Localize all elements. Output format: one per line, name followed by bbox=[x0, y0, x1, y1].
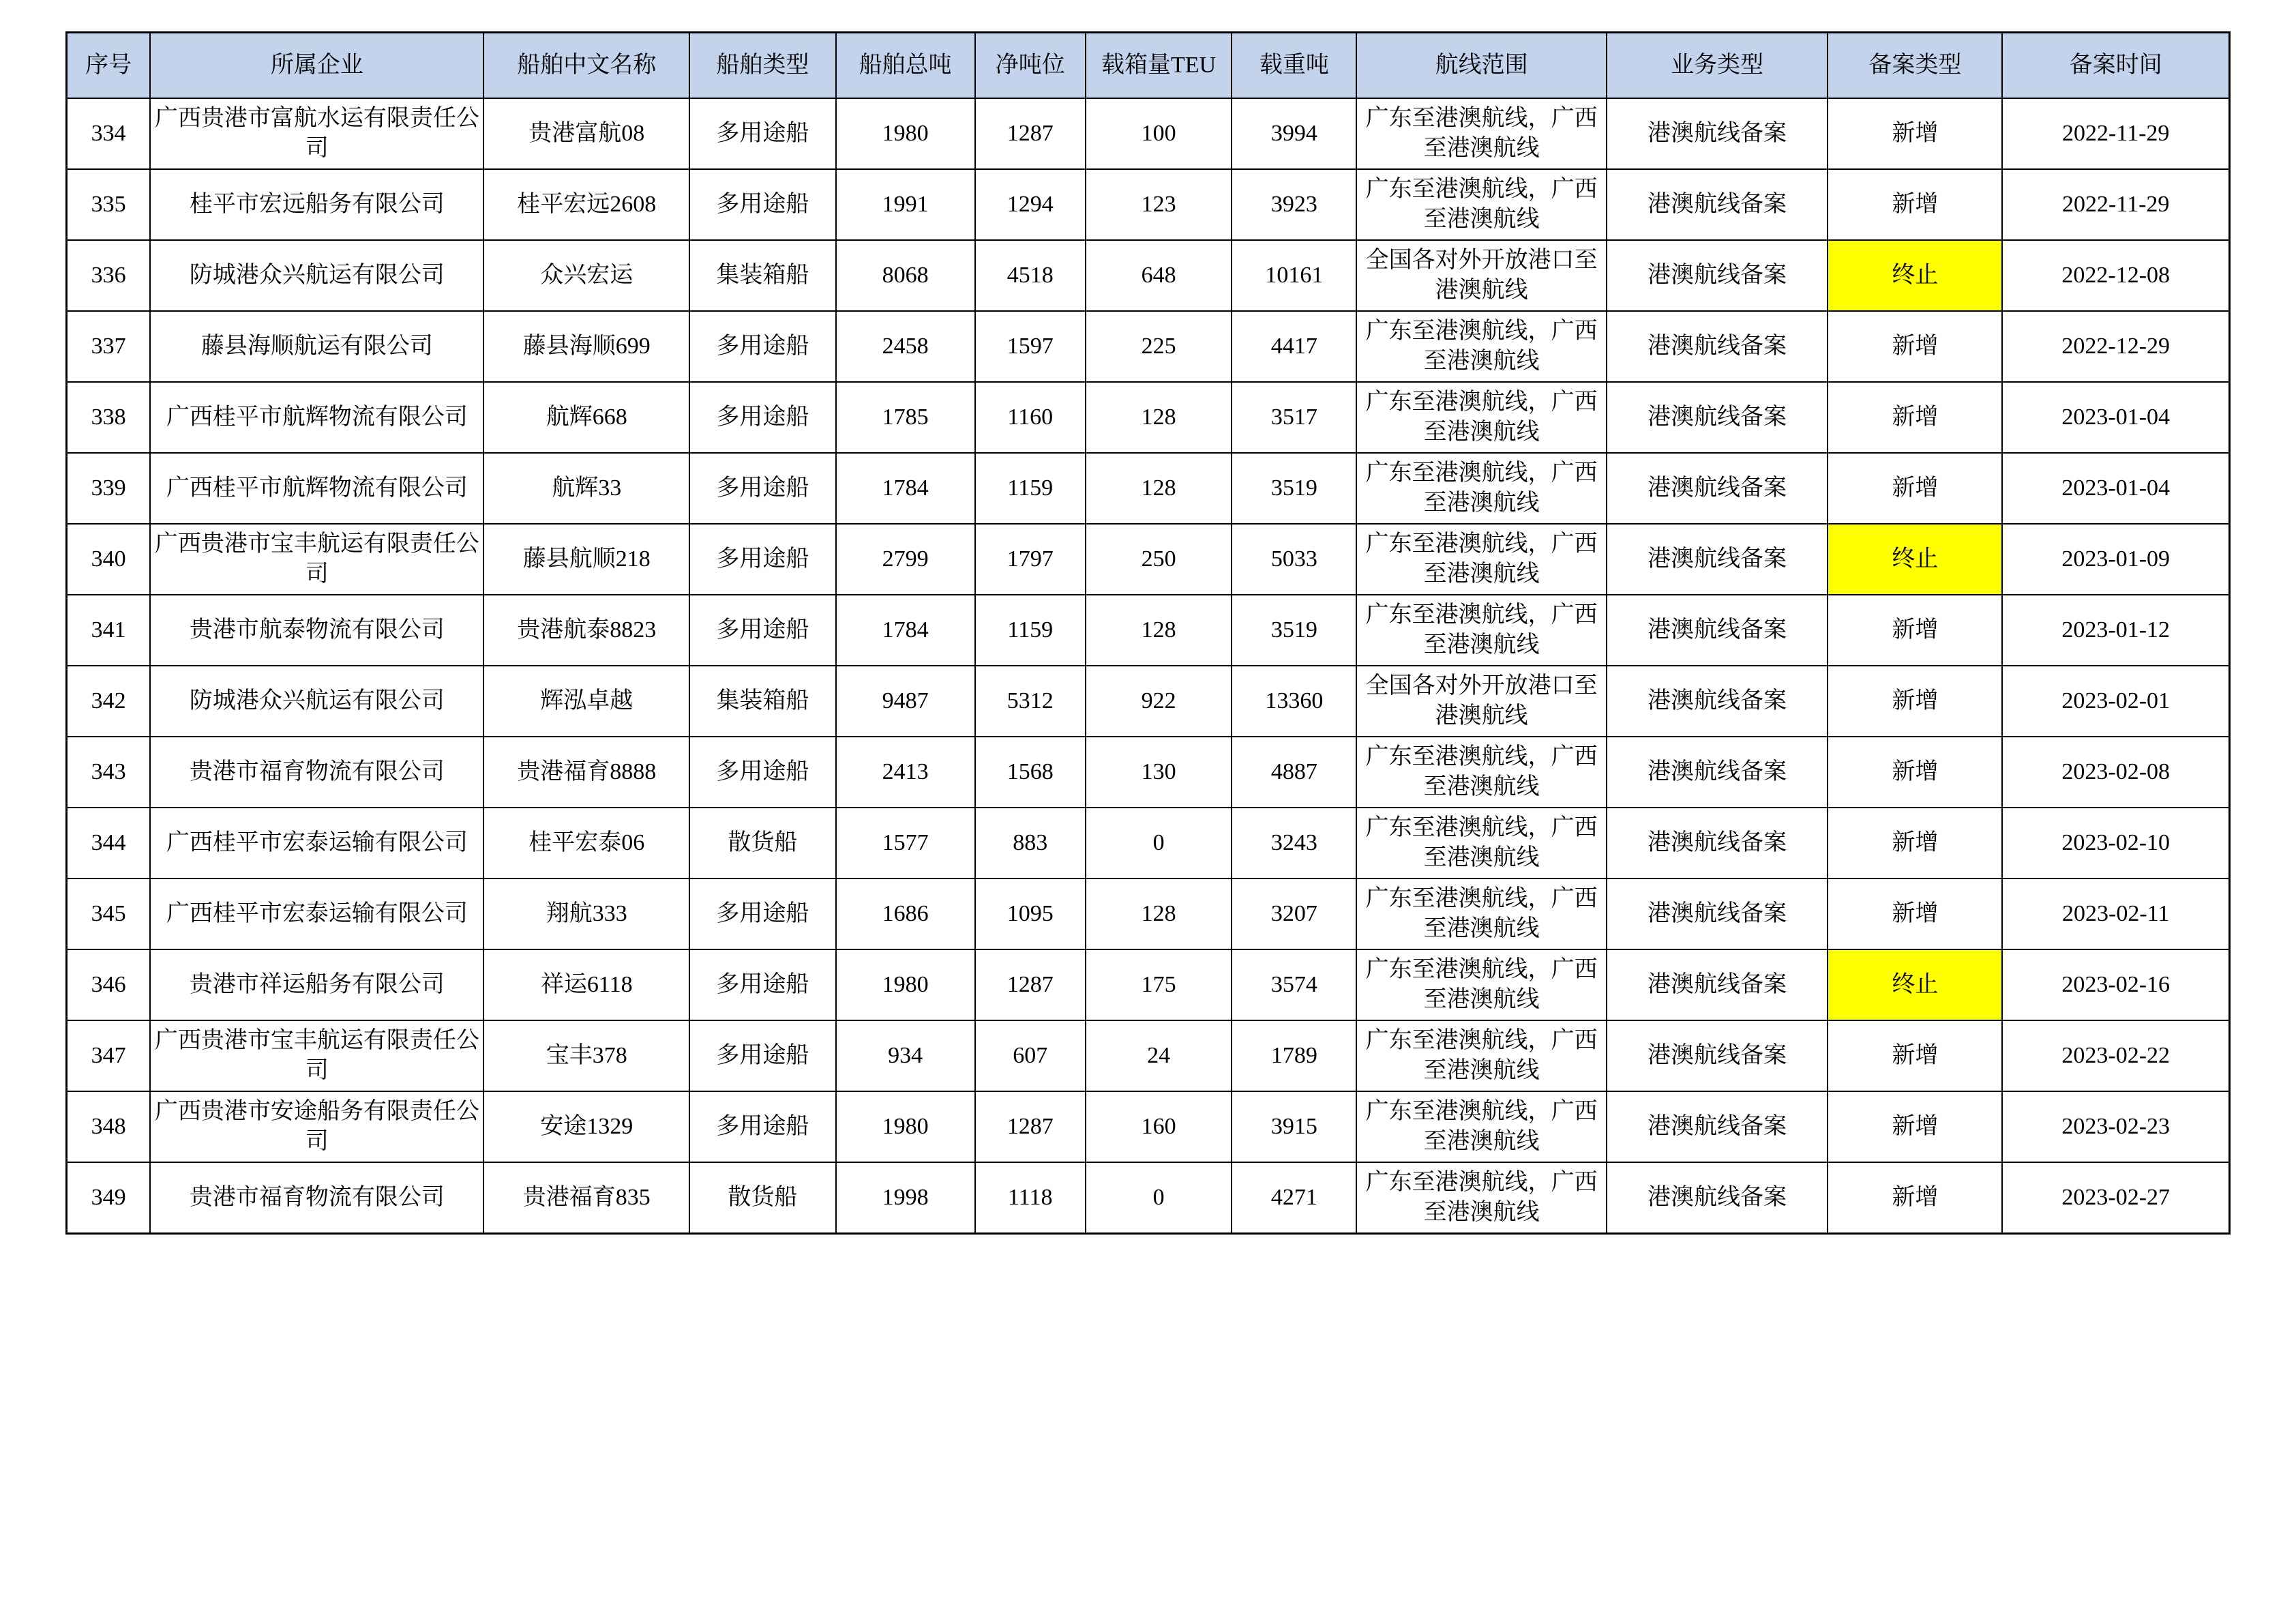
cell-teu: 0 bbox=[1086, 808, 1232, 879]
cell-deadweight: 3243 bbox=[1232, 808, 1356, 879]
cell-index: 346 bbox=[67, 949, 151, 1020]
cell-filing-date: 2023-01-09 bbox=[2002, 524, 2229, 595]
cell-filing-date: 2023-02-10 bbox=[2002, 808, 2229, 879]
cell-company: 防城港众兴航运有限公司 bbox=[150, 240, 483, 311]
cell-business-type: 港澳航线备案 bbox=[1607, 311, 1828, 382]
table-row bbox=[67, 453, 2230, 524]
cell-ship-name: 贵港富航08 bbox=[483, 98, 689, 169]
cell-gross-tonnage: 1980 bbox=[836, 1091, 975, 1162]
cell-deadweight: 3994 bbox=[1232, 98, 1356, 169]
cell-filing-date: 2022-11-29 bbox=[2002, 98, 2229, 169]
cell-ship-name: 藤县海顺699 bbox=[483, 311, 689, 382]
cell-business-type: 港澳航线备案 bbox=[1607, 524, 1828, 595]
cell-filing-type: 新增 bbox=[1828, 808, 2002, 879]
table-row bbox=[67, 1162, 2230, 1233]
cell-teu: 128 bbox=[1086, 453, 1232, 524]
cell-index: 349 bbox=[67, 1162, 151, 1233]
cell-route-scope: 广东至港澳航线，广西至港澳航线 bbox=[1356, 737, 1606, 808]
cell-ship-name: 祥运6118 bbox=[483, 949, 689, 1020]
cell-company: 贵港市福育物流有限公司 bbox=[150, 1162, 483, 1233]
cell-index: 338 bbox=[67, 382, 151, 453]
cell-deadweight: 13360 bbox=[1232, 666, 1356, 737]
column-header-ship-name: 船舶中文名称 bbox=[483, 33, 689, 99]
cell-route-scope: 广东至港澳航线，广西至港澳航线 bbox=[1356, 1162, 1606, 1233]
cell-ship-name: 桂平宏远2608 bbox=[483, 169, 689, 240]
cell-ship-type: 多用途船 bbox=[689, 311, 835, 382]
cell-index: 348 bbox=[67, 1091, 151, 1162]
cell-ship-name: 众兴宏运 bbox=[483, 240, 689, 311]
cell-filing-date: 2023-02-23 bbox=[2002, 1091, 2229, 1162]
cell-ship-type: 集装箱船 bbox=[689, 666, 835, 737]
cell-teu: 175 bbox=[1086, 949, 1232, 1020]
cell-company: 广西贵港市宝丰航运有限责任公司 bbox=[150, 1020, 483, 1091]
cell-teu: 250 bbox=[1086, 524, 1232, 595]
cell-net-tonnage: 1287 bbox=[975, 98, 1086, 169]
cell-filing-date: 2022-12-08 bbox=[2002, 240, 2229, 311]
cell-teu: 648 bbox=[1086, 240, 1232, 311]
cell-route-scope: 全国各对外开放港口至港澳航线 bbox=[1356, 666, 1606, 737]
cell-ship-type: 多用途船 bbox=[689, 1020, 835, 1091]
cell-ship-type: 集装箱船 bbox=[689, 240, 835, 311]
cell-ship-type: 多用途船 bbox=[689, 169, 835, 240]
cell-route-scope: 广东至港澳航线，广西至港澳航线 bbox=[1356, 169, 1606, 240]
cell-route-scope: 广东至港澳航线，广西至港澳航线 bbox=[1356, 382, 1606, 453]
cell-teu: 130 bbox=[1086, 737, 1232, 808]
cell-ship-name: 辉泓卓越 bbox=[483, 666, 689, 737]
table-row bbox=[67, 311, 2230, 382]
cell-filing-type: 新增 bbox=[1828, 1091, 2002, 1162]
cell-route-scope: 全国各对外开放港口至港澳航线 bbox=[1356, 240, 1606, 311]
cell-filing-type: 终止 bbox=[1828, 240, 2002, 311]
cell-net-tonnage: 1797 bbox=[975, 524, 1086, 595]
cell-filing-date: 2022-12-29 bbox=[2002, 311, 2229, 382]
cell-ship-name: 贵港航泰8823 bbox=[483, 595, 689, 666]
table-row bbox=[67, 240, 2230, 311]
cell-filing-type: 新增 bbox=[1828, 1020, 2002, 1091]
cell-net-tonnage: 1287 bbox=[975, 1091, 1086, 1162]
cell-teu: 225 bbox=[1086, 311, 1232, 382]
column-header-gross-tonnage: 船舶总吨 bbox=[836, 33, 975, 99]
cell-ship-type: 散货船 bbox=[689, 808, 835, 879]
cell-ship-type: 多用途船 bbox=[689, 879, 835, 949]
cell-filing-type: 新增 bbox=[1828, 169, 2002, 240]
cell-filing-type: 新增 bbox=[1828, 453, 2002, 524]
cell-filing-date: 2023-02-11 bbox=[2002, 879, 2229, 949]
cell-route-scope: 广东至港澳航线，广西至港澳航线 bbox=[1356, 879, 1606, 949]
cell-gross-tonnage: 2799 bbox=[836, 524, 975, 595]
cell-route-scope: 广东至港澳航线，广西至港澳航线 bbox=[1356, 311, 1606, 382]
cell-company: 广西贵港市安途船务有限责任公司 bbox=[150, 1091, 483, 1162]
cell-teu: 128 bbox=[1086, 382, 1232, 453]
cell-filing-date: 2023-02-27 bbox=[2002, 1162, 2229, 1233]
cell-ship-name: 翔航333 bbox=[483, 879, 689, 949]
cell-filing-date: 2023-01-04 bbox=[2002, 453, 2229, 524]
cell-gross-tonnage: 1784 bbox=[836, 453, 975, 524]
table-row bbox=[67, 808, 2230, 879]
cell-business-type: 港澳航线备案 bbox=[1607, 737, 1828, 808]
cell-business-type: 港澳航线备案 bbox=[1607, 240, 1828, 311]
column-header-company: 所属企业 bbox=[150, 33, 483, 99]
table-header-row bbox=[67, 33, 2230, 99]
cell-index: 341 bbox=[67, 595, 151, 666]
cell-route-scope: 广东至港澳航线，广西至港澳航线 bbox=[1356, 524, 1606, 595]
cell-gross-tonnage: 1998 bbox=[836, 1162, 975, 1233]
cell-company: 广西贵港市富航水运有限责任公司 bbox=[150, 98, 483, 169]
cell-deadweight: 3923 bbox=[1232, 169, 1356, 240]
cell-company: 广西桂平市宏泰运输有限公司 bbox=[150, 808, 483, 879]
cell-ship-name: 航辉33 bbox=[483, 453, 689, 524]
cell-gross-tonnage: 1980 bbox=[836, 949, 975, 1020]
cell-filing-type: 新增 bbox=[1828, 879, 2002, 949]
cell-company: 广西桂平市航辉物流有限公司 bbox=[150, 382, 483, 453]
cell-business-type: 港澳航线备案 bbox=[1607, 595, 1828, 666]
cell-ship-type: 多用途船 bbox=[689, 737, 835, 808]
cell-net-tonnage: 1095 bbox=[975, 879, 1086, 949]
column-header-business-type: 业务类型 bbox=[1607, 33, 1828, 99]
cell-filing-date: 2023-01-04 bbox=[2002, 382, 2229, 453]
cell-ship-name: 桂平宏泰06 bbox=[483, 808, 689, 879]
cell-ship-name: 航辉668 bbox=[483, 382, 689, 453]
cell-net-tonnage: 607 bbox=[975, 1020, 1086, 1091]
cell-business-type: 港澳航线备案 bbox=[1607, 1020, 1828, 1091]
cell-route-scope: 广东至港澳航线，广西至港澳航线 bbox=[1356, 595, 1606, 666]
cell-deadweight: 3574 bbox=[1232, 949, 1356, 1020]
cell-gross-tonnage: 8068 bbox=[836, 240, 975, 311]
cell-business-type: 港澳航线备案 bbox=[1607, 169, 1828, 240]
cell-gross-tonnage: 1577 bbox=[836, 808, 975, 879]
cell-deadweight: 1789 bbox=[1232, 1020, 1356, 1091]
cell-filing-type: 新增 bbox=[1828, 382, 2002, 453]
cell-ship-type: 多用途船 bbox=[689, 382, 835, 453]
cell-deadweight: 4417 bbox=[1232, 311, 1356, 382]
cell-filing-date: 2023-01-12 bbox=[2002, 595, 2229, 666]
cell-deadweight: 3517 bbox=[1232, 382, 1356, 453]
cell-net-tonnage: 883 bbox=[975, 808, 1086, 879]
column-header-net-tonnage: 净吨位 bbox=[975, 33, 1086, 99]
cell-ship-name: 安途1329 bbox=[483, 1091, 689, 1162]
cell-teu: 24 bbox=[1086, 1020, 1232, 1091]
cell-ship-type: 多用途船 bbox=[689, 1091, 835, 1162]
cell-company: 广西桂平市宏泰运输有限公司 bbox=[150, 879, 483, 949]
cell-net-tonnage: 1118 bbox=[975, 1162, 1086, 1233]
cell-gross-tonnage: 1980 bbox=[836, 98, 975, 169]
cell-company: 贵港市福育物流有限公司 bbox=[150, 737, 483, 808]
table-row bbox=[67, 666, 2230, 737]
cell-index: 340 bbox=[67, 524, 151, 595]
column-header-filing-type: 备案类型 bbox=[1828, 33, 2002, 99]
table-row bbox=[67, 524, 2230, 595]
ship-registry-table bbox=[65, 31, 2231, 1235]
cell-index: 339 bbox=[67, 453, 151, 524]
cell-index: 337 bbox=[67, 311, 151, 382]
table-row bbox=[67, 879, 2230, 949]
table-row bbox=[67, 169, 2230, 240]
cell-route-scope: 广东至港澳航线，广西至港澳航线 bbox=[1356, 1091, 1606, 1162]
cell-filing-type: 新增 bbox=[1828, 98, 2002, 169]
cell-teu: 128 bbox=[1086, 879, 1232, 949]
cell-ship-name: 贵港福育835 bbox=[483, 1162, 689, 1233]
cell-deadweight: 3915 bbox=[1232, 1091, 1356, 1162]
table-row bbox=[67, 382, 2230, 453]
table-row bbox=[67, 1020, 2230, 1091]
cell-deadweight: 5033 bbox=[1232, 524, 1356, 595]
cell-net-tonnage: 1159 bbox=[975, 595, 1086, 666]
cell-filing-type: 新增 bbox=[1828, 666, 2002, 737]
cell-ship-type: 多用途船 bbox=[689, 949, 835, 1020]
cell-teu: 922 bbox=[1086, 666, 1232, 737]
cell-net-tonnage: 1159 bbox=[975, 453, 1086, 524]
cell-business-type: 港澳航线备案 bbox=[1607, 1162, 1828, 1233]
cell-business-type: 港澳航线备案 bbox=[1607, 1091, 1828, 1162]
cell-business-type: 港澳航线备案 bbox=[1607, 453, 1828, 524]
column-header-filing-date: 备案时间 bbox=[2002, 33, 2229, 99]
cell-company: 藤县海顺航运有限公司 bbox=[150, 311, 483, 382]
cell-filing-date: 2023-02-16 bbox=[2002, 949, 2229, 1020]
cell-business-type: 港澳航线备案 bbox=[1607, 98, 1828, 169]
cell-deadweight: 10161 bbox=[1232, 240, 1356, 311]
cell-business-type: 港澳航线备案 bbox=[1607, 879, 1828, 949]
cell-company: 广西桂平市航辉物流有限公司 bbox=[150, 453, 483, 524]
cell-net-tonnage: 1287 bbox=[975, 949, 1086, 1020]
column-header-teu: 载箱量TEU bbox=[1086, 33, 1232, 99]
column-header-route-scope: 航线范围 bbox=[1356, 33, 1606, 99]
cell-ship-type: 多用途船 bbox=[689, 98, 835, 169]
cell-net-tonnage: 1160 bbox=[975, 382, 1086, 453]
cell-ship-name: 贵港福育8888 bbox=[483, 737, 689, 808]
cell-gross-tonnage: 1784 bbox=[836, 595, 975, 666]
cell-business-type: 港澳航线备案 bbox=[1607, 949, 1828, 1020]
cell-gross-tonnage: 2458 bbox=[836, 311, 975, 382]
cell-teu: 123 bbox=[1086, 169, 1232, 240]
cell-deadweight: 4271 bbox=[1232, 1162, 1356, 1233]
cell-index: 343 bbox=[67, 737, 151, 808]
cell-route-scope: 广东至港澳航线，广西至港澳航线 bbox=[1356, 453, 1606, 524]
cell-route-scope: 广东至港澳航线，广西至港澳航线 bbox=[1356, 98, 1606, 169]
column-header-index: 序号 bbox=[67, 33, 151, 99]
cell-deadweight: 4887 bbox=[1232, 737, 1356, 808]
cell-teu: 128 bbox=[1086, 595, 1232, 666]
table-row bbox=[67, 98, 2230, 169]
cell-deadweight: 3519 bbox=[1232, 453, 1356, 524]
cell-index: 344 bbox=[67, 808, 151, 879]
cell-index: 335 bbox=[67, 169, 151, 240]
cell-gross-tonnage: 2413 bbox=[836, 737, 975, 808]
cell-deadweight: 3207 bbox=[1232, 879, 1356, 949]
cell-company: 贵港市祥运船务有限公司 bbox=[150, 949, 483, 1020]
cell-ship-type: 多用途船 bbox=[689, 595, 835, 666]
cell-index: 334 bbox=[67, 98, 151, 169]
cell-business-type: 港澳航线备案 bbox=[1607, 808, 1828, 879]
cell-index: 342 bbox=[67, 666, 151, 737]
cell-route-scope: 广东至港澳航线，广西至港澳航线 bbox=[1356, 1020, 1606, 1091]
cell-filing-date: 2023-02-08 bbox=[2002, 737, 2229, 808]
table-row bbox=[67, 737, 2230, 808]
cell-filing-type: 新增 bbox=[1828, 311, 2002, 382]
cell-filing-type: 终止 bbox=[1828, 524, 2002, 595]
cell-filing-date: 2023-02-22 bbox=[2002, 1020, 2229, 1091]
cell-company: 贵港市航泰物流有限公司 bbox=[150, 595, 483, 666]
cell-net-tonnage: 4518 bbox=[975, 240, 1086, 311]
cell-net-tonnage: 1597 bbox=[975, 311, 1086, 382]
cell-ship-type: 多用途船 bbox=[689, 453, 835, 524]
cell-ship-name: 宝丰378 bbox=[483, 1020, 689, 1091]
cell-gross-tonnage: 1785 bbox=[836, 382, 975, 453]
cell-gross-tonnage: 9487 bbox=[836, 666, 975, 737]
cell-business-type: 港澳航线备案 bbox=[1607, 666, 1828, 737]
cell-gross-tonnage: 1991 bbox=[836, 169, 975, 240]
cell-filing-type: 新增 bbox=[1828, 595, 2002, 666]
table-body bbox=[67, 98, 2230, 1233]
table-row bbox=[67, 595, 2230, 666]
table-row bbox=[67, 1091, 2230, 1162]
cell-route-scope: 广东至港澳航线，广西至港澳航线 bbox=[1356, 949, 1606, 1020]
table-row bbox=[67, 949, 2230, 1020]
cell-deadweight: 3519 bbox=[1232, 595, 1356, 666]
column-header-deadweight: 载重吨 bbox=[1232, 33, 1356, 99]
cell-gross-tonnage: 934 bbox=[836, 1020, 975, 1091]
cell-filing-date: 2023-02-01 bbox=[2002, 666, 2229, 737]
cell-teu: 100 bbox=[1086, 98, 1232, 169]
cell-filing-date: 2022-11-29 bbox=[2002, 169, 2229, 240]
cell-company: 桂平市宏远船务有限公司 bbox=[150, 169, 483, 240]
cell-index: 336 bbox=[67, 240, 151, 311]
cell-teu: 0 bbox=[1086, 1162, 1232, 1233]
cell-company: 广西贵港市宝丰航运有限责任公司 bbox=[150, 524, 483, 595]
cell-company: 防城港众兴航运有限公司 bbox=[150, 666, 483, 737]
cell-teu: 160 bbox=[1086, 1091, 1232, 1162]
cell-ship-type: 多用途船 bbox=[689, 524, 835, 595]
cell-net-tonnage: 1568 bbox=[975, 737, 1086, 808]
cell-route-scope: 广东至港澳航线，广西至港澳航线 bbox=[1356, 808, 1606, 879]
cell-ship-name: 藤县航顺218 bbox=[483, 524, 689, 595]
cell-index: 347 bbox=[67, 1020, 151, 1091]
cell-ship-type: 散货船 bbox=[689, 1162, 835, 1233]
cell-filing-type: 新增 bbox=[1828, 1162, 2002, 1233]
cell-gross-tonnage: 1686 bbox=[836, 879, 975, 949]
column-header-ship-type: 船舶类型 bbox=[689, 33, 835, 99]
cell-business-type: 港澳航线备案 bbox=[1607, 382, 1828, 453]
cell-net-tonnage: 5312 bbox=[975, 666, 1086, 737]
cell-filing-type: 终止 bbox=[1828, 949, 2002, 1020]
cell-net-tonnage: 1294 bbox=[975, 169, 1086, 240]
cell-filing-type: 新增 bbox=[1828, 737, 2002, 808]
cell-index: 345 bbox=[67, 879, 151, 949]
